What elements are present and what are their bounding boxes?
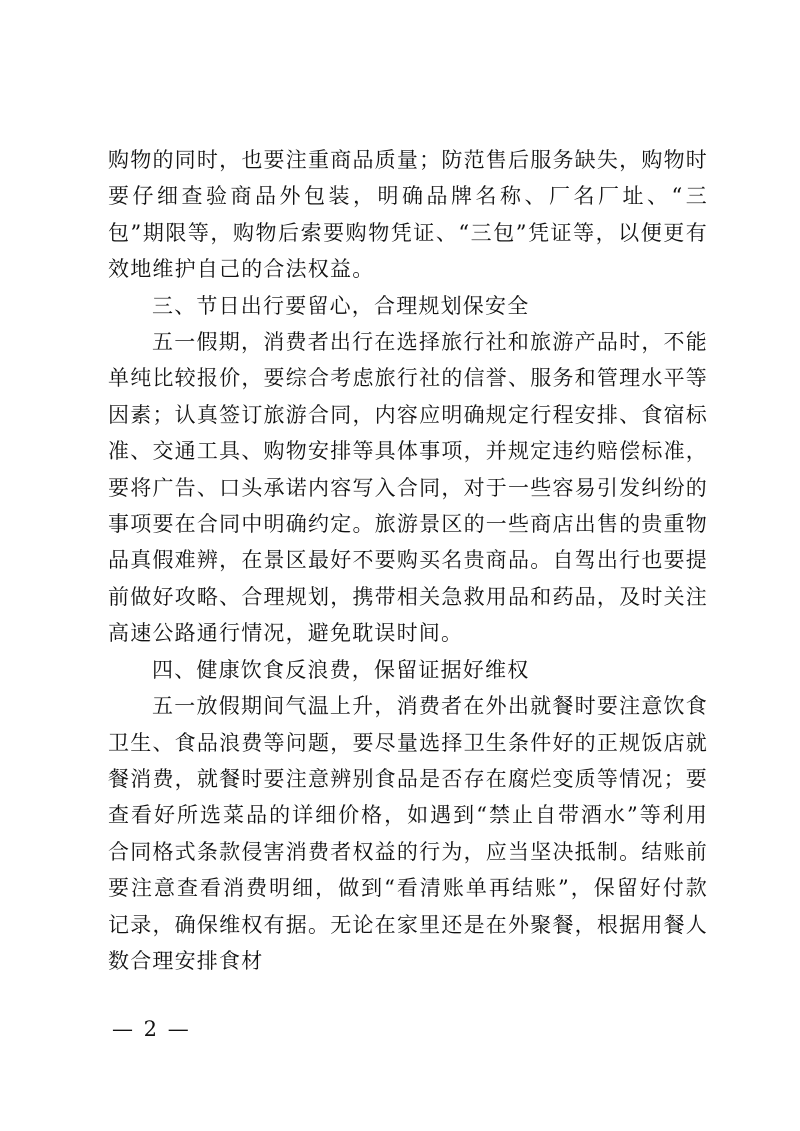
- paragraph-travel: 五一假期，消费者出行在选择旅行社和旅游产品时，不能单纯比较报价，要综合考虑旅行社的信誉、服务和管理水平等因素；认真签订旅游合同，内容应明确规定行程安排、食宿标准、交通工具、购物安排等具体事项，并规定违约赔偿标准，要将广告、口头承诺内容写入合同，对于一些容易引发纠纷的事项要在合同中明确约定。旅游景区的一些商店出售的贵重物品真假难辨，在景区最好不要购买名贵商品。自驾出行也要提前做好攻略、合理规划，携带相关急救用品和药品，及时关注高速公路通行情况，避免耽误时间。: [108, 330, 708, 646]
- page-number: — 2 —: [112, 1017, 191, 1041]
- paragraph-dining: 五一放假期间气温上升，消费者在外出就餐时要注意饮食卫生、食品浪费等问题，要尽量选择卫生条件好的正规饭店就餐消费，就餐时要注意辨别食品是否存在腐烂变质等情况；要查看好所选菜品的详细价格，如遇到“禁止自带酒水”等利用合同格式条款侵害消费者权益的行为，应当坚决抵制。结账前要注意查看消费明细，做到“看清账单再结账”，保留好付款记录，确保维权有据。无论在家里还是在外聚餐，根据用餐人数合理安排食材: [108, 694, 708, 973]
- document-body: [108, 142, 708, 979]
- paragraph-shopping-quality: 购物的同时，也要注重商品质量；防范售后服务缺失，购物时要仔细查验商品外包装，明确品牌名称、厂名厂址、“三包”期限等，购物后索要购物凭证、“三包”凭证等，以便更有效地维护自己的合法权益。: [108, 148, 708, 282]
- heading-healthy-diet: 四、健康饮食反浪费，保留证据好维权: [152, 657, 530, 682]
- heading-travel-safety: 三、节日出行要留心，合理规划保安全: [152, 293, 530, 318]
